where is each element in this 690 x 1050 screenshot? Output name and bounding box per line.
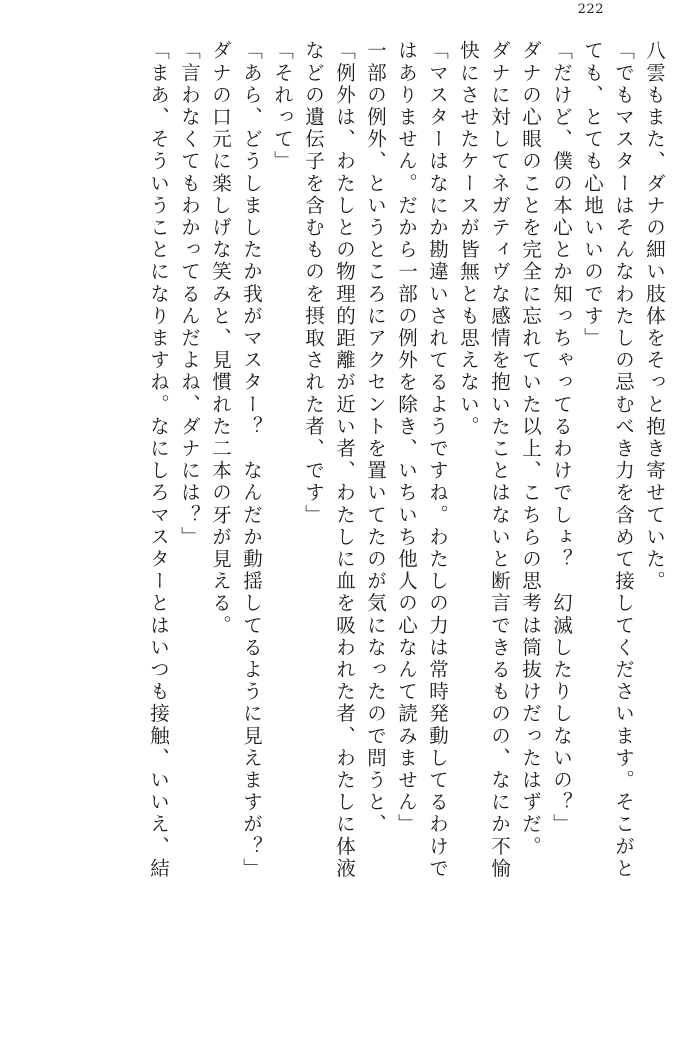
text-line: はありません。だから一部の例外を除き、いちいち他人の心なんて読みません」: [395, 40, 418, 836]
text-line: 「それって」: [271, 40, 294, 173]
text-line: 「まあ、そういうことになりますね。なにしろマスターとはいつも接触、いいえ、結: [147, 40, 170, 880]
text-line: ダナの口元に楽しげな笑みと、見慣れた二本の牙が見える。: [209, 40, 232, 637]
text-line: 快にさせたケースが皆無とも思えない。: [457, 40, 480, 438]
text-line: ても、とても心地いいのです」: [581, 40, 604, 350]
text-line: 「でもマスターはそんなわたしの忌むべき力を含めて接してくださいます。そこがと: [612, 40, 635, 880]
text-line: 「例外は、わたしとの物理的距離が近い者、わたしに血を吸われた者、わたしに体液: [333, 40, 356, 880]
page-number: 222: [577, 2, 604, 17]
vertical-text-block: [26, 40, 664, 1036]
text-line: 「マスターはなにか勘違いされてるようですね。わたしの力は常時発動してるわけで: [426, 40, 449, 880]
text-line: 「あら、どうしましたか我がマスター？ なんだか動揺してるように見えますが？」: [240, 40, 263, 880]
text-line: 「言わなくてもわかってるんだよね、ダナには？」: [178, 40, 201, 549]
text-line: 一部の例外、というところにアクセントを置いてたのが気になったので問うと、: [364, 40, 387, 836]
text-line: 「だけど、僕の本心とか知っちゃってるわけでしょ？ 幻滅したりしないの？」: [550, 40, 573, 836]
text-line: などの遺伝子を含むものを摂取された者、です」: [302, 40, 325, 527]
text-line: ダナの心眼のことを完全に忘れていた以上、こちらの思考は筒抜けだったはずだ。: [519, 40, 542, 858]
text-line: ダナに対してネガティヴな感情を抱いたことはないと断言できるものの、なにか不愉: [488, 40, 511, 880]
text-line: 八雲もまた、ダナの細い肢体をそっと抱き寄せていた。: [643, 40, 666, 593]
